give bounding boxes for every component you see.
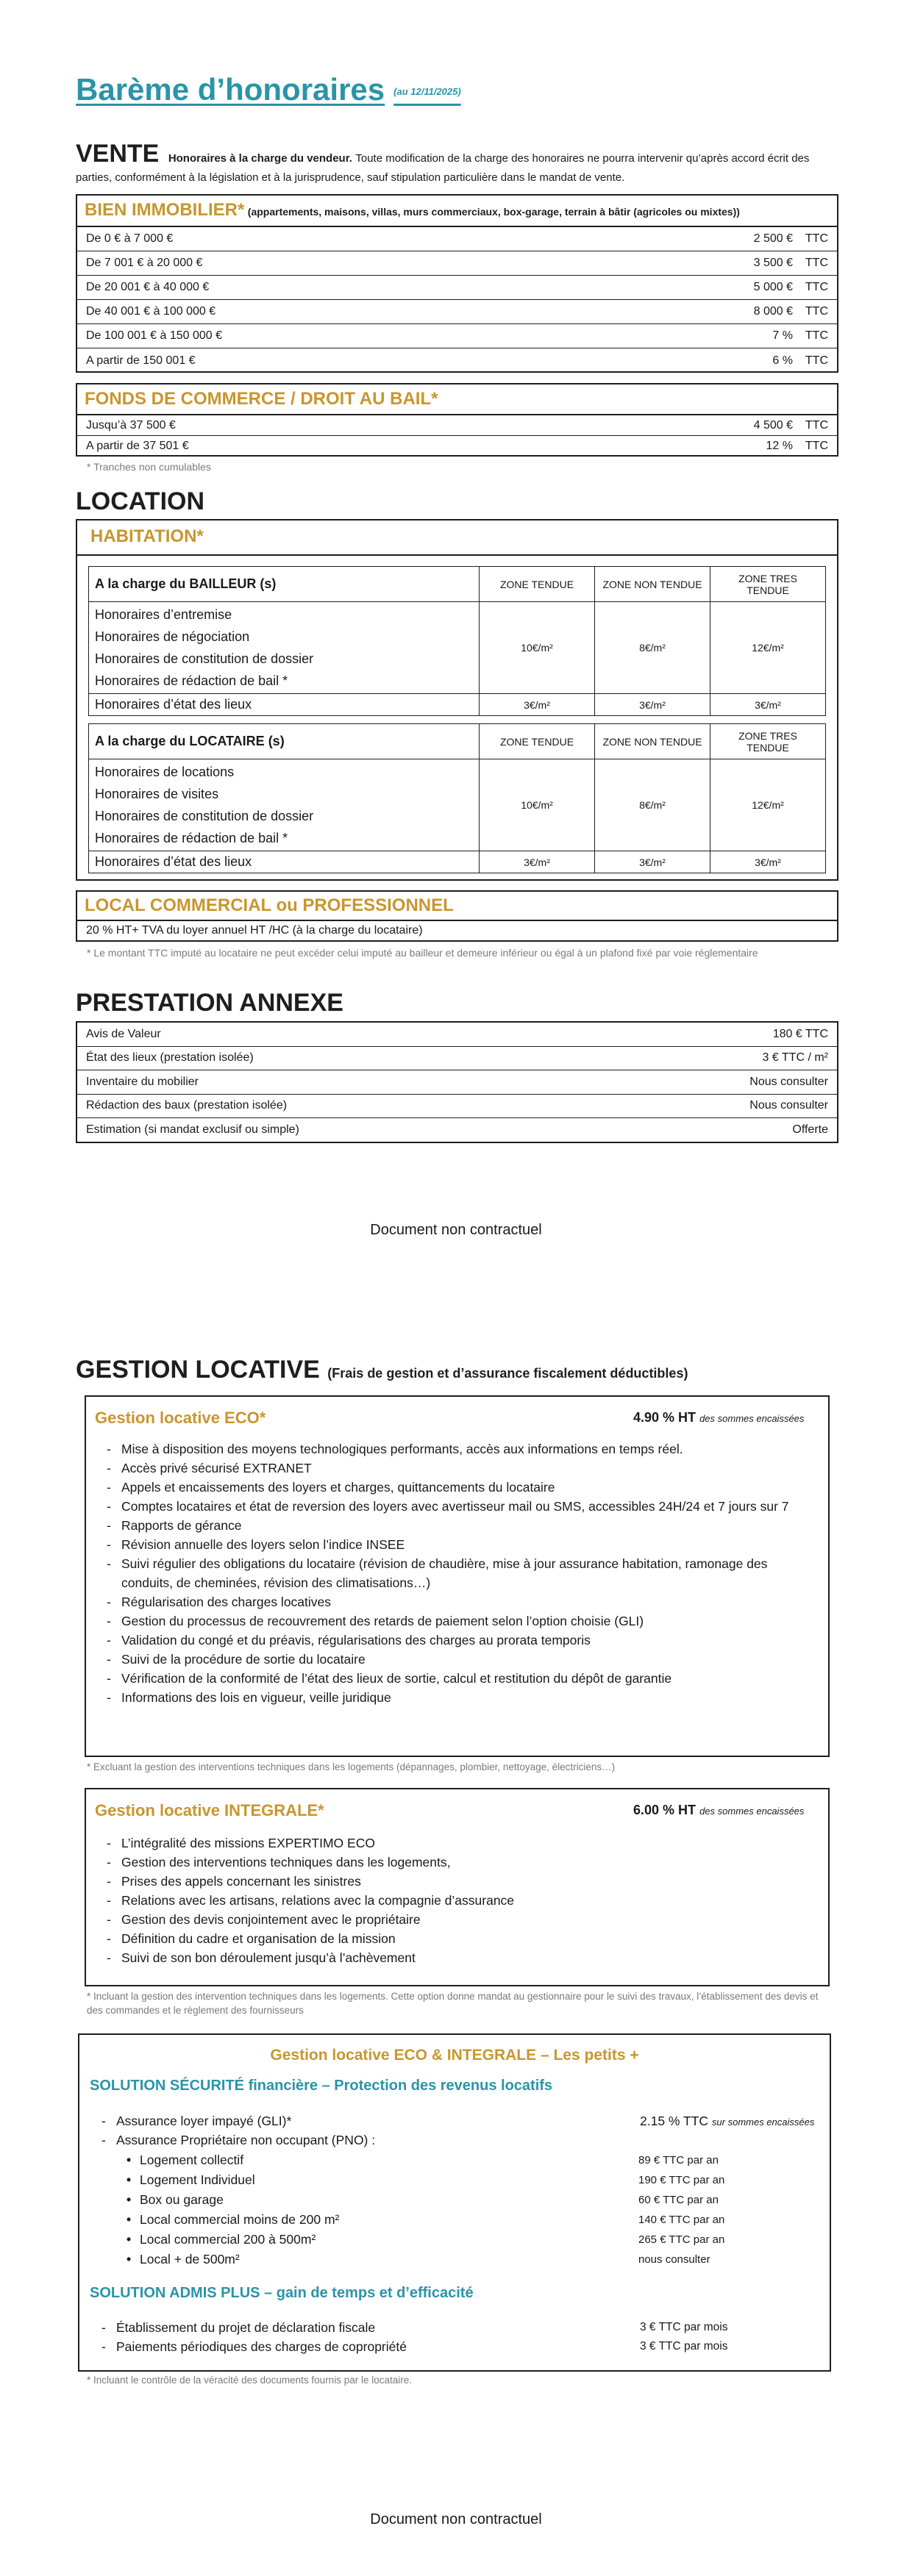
admis-title: SOLUTION ADMIS PLUS – gain de temps et d’efficacité: [90, 2285, 474, 2301]
prestation-label: Avis de Valeur: [86, 1027, 161, 1040]
list-item: - Informations des lois en vigueur, veille juridique: [101, 1688, 814, 1707]
gestion-heading: GESTION LOCATIVE: [76, 1356, 320, 1384]
local-title: LOCAL COMMERCIAL ou PROFESSIONNEL: [85, 895, 454, 915]
bien-header: BIEN IMMOBILIER* (appartements, maisons, villas, murs commerciaux, box-garage, terrain à bâtir (agricoles ou mixtes)): [85, 200, 740, 220]
habitation-box: [76, 519, 838, 881]
prestation-value: 180 € TTC: [772, 1027, 828, 1040]
pno-label: Local + de 500m²: [140, 2252, 240, 2266]
list-item: - Prises des appels concernant les sinistres: [101, 1872, 814, 1891]
prestation-row: [77, 1070, 837, 1095]
vente-note: * Tranches non cumulables: [87, 461, 211, 473]
pno-value: 190 € TTC par an: [638, 2174, 725, 2186]
eco-header: Gestion locative ECO*: [95, 1409, 266, 1427]
price-row: [77, 324, 837, 348]
prestation-rows: [77, 1023, 837, 1142]
admis-item: [96, 2337, 816, 2356]
price-label: Jusqu’à 37 500 €: [86, 418, 176, 432]
locataire-items: Honoraires de locations Honoraires de visites Honoraires de constitution de dossier Honoraires de rédaction de bail *: [89, 759, 480, 851]
list-item: - Mise à disposition des moyens technologiques performants, accès aux informations en temps réel.: [101, 1439, 814, 1459]
footer-page-1: Document non contractuel: [370, 1222, 542, 1238]
bien-subtitle: (appartements, maisons, villas, murs commerciaux, box-garage, terrain à bâtir (agricoles ou mixtes)): [247, 206, 740, 218]
prestation-value: Nous consulter: [749, 1075, 828, 1088]
fonds-header: FONDS DE COMMERCE / DROIT AU BAIL*: [85, 389, 438, 409]
bien-immobilier-box: [76, 194, 838, 373]
price-row: [77, 348, 837, 373]
bailleur-etat-value: 3€/m²: [710, 694, 826, 716]
price-unit: TTC: [805, 305, 828, 318]
footer-page-2: Document non contractuel: [370, 2511, 542, 2527]
vente-heading: VENTE: [76, 140, 160, 168]
price-row: [77, 415, 837, 436]
gestion-header: [76, 1356, 688, 1384]
pno-item: [125, 2210, 787, 2230]
price-row: [77, 300, 837, 324]
locataire-value: 10€/m²: [480, 759, 595, 851]
pno-label: Box ou garage: [140, 2192, 224, 2207]
bailleur-header: A la charge du BAILLEUR (s): [89, 567, 480, 602]
habitation-header: HABITATION*: [90, 526, 204, 546]
pno-label: Local commercial moins de 200 m²: [140, 2212, 340, 2227]
price-row: [77, 251, 837, 276]
price-unit: TTC: [805, 354, 828, 367]
price-label: De 40 001 € à 100 000 €: [86, 305, 216, 318]
price-label: De 7 001 € à 20 000 €: [86, 257, 203, 269]
gli-value: 2.15 % TTC sur sommes encaissées: [640, 2114, 815, 2128]
plus-title: Gestion locative ECO & INTEGRALE – Les petits +: [270, 2047, 639, 2064]
price-value: 6 %: [772, 354, 793, 367]
zone-tres-tendue: ZONE TRES TENDUE: [710, 724, 826, 759]
fonds-rows: [77, 415, 837, 455]
prestation-value: 3 € TTC / m²: [762, 1051, 828, 1065]
bailleur-etat-label: Honoraires d’état des lieux: [89, 694, 480, 716]
list-item: - Gestion des interventions techniques dans les logements,: [101, 1853, 814, 1872]
integrale-list: [101, 1833, 814, 1967]
price-label: A partir de 37 501 €: [86, 440, 189, 452]
list-item: - Suivi régulier des obligations du locataire (révision de chaudière, mise à jour assurance habitation, ramonage des conduits, de cheminées, révision des climatisations…): [101, 1554, 814, 1592]
price-row: [77, 227, 837, 251]
pno-value: nous consulter: [638, 2253, 710, 2266]
prestation-row: [77, 1118, 837, 1142]
pno-label: Logement Individuel: [140, 2172, 255, 2187]
locataire-header: A la charge du LOCATAIRE (s): [89, 724, 480, 759]
prestation-label: État des lieux (prestation isolée): [86, 1051, 254, 1065]
integrale-note: * Incluant la gestion des intervention techniques dans les logements. Cette option donne mandat au gestionnaire pour le suivi des travaux, l’établissement des devis et des commandes et le règlement des fournisseurs: [87, 1991, 819, 2016]
eco-title: Gestion locative ECO: [95, 1409, 260, 1427]
pno-item: - Assurance Propriétaire non occupant (PNO) :: [96, 2130, 816, 2150]
price-value: 3 500 €: [753, 257, 793, 269]
pno-value: 60 € TTC par an: [638, 2194, 719, 2206]
bien-rows: [77, 227, 837, 371]
price-label: De 20 001 € à 40 000 €: [86, 281, 210, 293]
list-item: - Gestion des devis conjointement avec le propriétaire: [101, 1910, 814, 1929]
securite-title: SOLUTION SÉCURITÉ financière – Protection des revenus locatifs: [90, 2078, 553, 2094]
pno-item: [125, 2230, 787, 2250]
plus-note: * Incluant le contrôle de la véracité des documents fournis par le locataire.: [87, 2375, 412, 2386]
price-unit: TTC: [805, 232, 828, 245]
zone-tendue: ZONE TENDUE: [480, 724, 595, 759]
price-value: 7 %: [772, 329, 793, 342]
locataire-etat-value: 3€/m²: [595, 851, 710, 873]
list-item: - Gestion du processus de recouvrement des retards de paiement selon l’option choisie (GLI): [101, 1611, 814, 1631]
bailleur-table: [88, 566, 826, 716]
bailleur-value: 12€/m²: [710, 602, 826, 694]
price-value: 2 500 €: [753, 232, 793, 245]
pno-value: 89 € TTC par an: [638, 2154, 719, 2167]
list-item: - Révision annuelle des loyers selon l’indice INSEE: [101, 1535, 814, 1554]
admis-list: [96, 2318, 816, 2356]
prestation-row: [77, 1047, 837, 1071]
prestation-label: Inventaire du mobilier: [86, 1075, 199, 1088]
zone-non-tendue: ZONE NON TENDUE: [595, 567, 710, 602]
list-item: - Suivi de son bon déroulement jusqu’à l’achèvement: [101, 1948, 814, 1967]
bailleur-value: 8€/m²: [595, 602, 710, 694]
vente-intro: Toute modification de la charge des honoraires ne pourra intervenir qu’après accord écrit des parties, conformément à la législation et à la jurisprudence, sauf stipulation particulière dans le mandat de vente.: [76, 152, 810, 184]
prestation-value: Nous consulter: [749, 1099, 828, 1112]
location-heading: LOCATION: [76, 487, 205, 515]
price-row: [77, 436, 837, 457]
zone-non-tendue: ZONE NON TENDUE: [595, 724, 710, 759]
title-date: (au 12/11/2025): [393, 86, 461, 98]
gestion-subtitle: (Frais de gestion et d’assurance fiscalement déductibles): [327, 1366, 688, 1381]
price-value: 12 %: [766, 440, 793, 452]
securite-list: [96, 2111, 816, 2150]
list-item: - Comptes locataires et état de reversion des loyers avec avertisseur mail ou SMS, accessibles 24H/24 et 7 jours sur 7: [101, 1497, 814, 1516]
prestation-label: Estimation (si mandat exclusif ou simple): [86, 1123, 299, 1137]
eco-rate: 4.90 % HT des sommes encaissées: [633, 1410, 805, 1425]
locataire-etat-label: Honoraires d’état des lieux: [89, 851, 480, 873]
pno-item: [125, 2250, 787, 2269]
price-unit: TTC: [805, 329, 828, 342]
prestation-row: [77, 1095, 837, 1119]
price-label: A partir de 150 001 €: [86, 354, 196, 367]
fonds-title: FONDS DE COMMERCE / DROIT AU BAIL: [85, 389, 432, 409]
local-commercial-box: [76, 890, 838, 942]
pno-label: Logement collectif: [140, 2153, 244, 2167]
list-item: - Définition du cadre et organisation de la mission: [101, 1929, 814, 1948]
integrale-header: Gestion locative INTEGRALE*: [95, 1801, 324, 1820]
list-item: - Accès privé sécurisé EXTRANET: [101, 1459, 814, 1478]
admis-label: Paiements périodiques des charges de copropriété: [116, 2339, 407, 2354]
price-row: [77, 276, 837, 300]
page-title: Barème d’honoraires (au 12/11/2025): [76, 72, 461, 107]
locataire-value: 12€/m²: [710, 759, 826, 851]
pno-item: [125, 2190, 787, 2210]
bailleur-value: 10€/m²: [480, 602, 595, 694]
admis-label: Établissement du projet de déclaration fiscale: [116, 2320, 376, 2335]
price-unit: TTC: [805, 281, 828, 293]
price-value: 4 500 €: [753, 418, 793, 432]
pno-item: [125, 2170, 787, 2190]
locataire-value: 8€/m²: [595, 759, 710, 851]
integrale-box: [85, 1788, 830, 1986]
list-item: - Relations avec les artisans, relations avec la compagnie d’assurance: [101, 1891, 814, 1910]
locataire-table: [88, 723, 826, 873]
pno-item: [125, 2150, 787, 2170]
pno-list: [125, 2150, 787, 2269]
plus-box: [78, 2033, 831, 2372]
list-item: - L’intégralité des missions EXPERTIMO ECO: [101, 1833, 814, 1853]
fonds-box: [76, 383, 838, 457]
price-value: 5 000 €: [753, 281, 793, 293]
pno-label: Local commercial 200 à 500m²: [140, 2232, 316, 2247]
price-label: De 0 € à 7 000 €: [86, 232, 174, 245]
admis-value: 3 € TTC par mois: [640, 2321, 728, 2333]
vente-subtitle: Honoraires à la charge du vendeur.: [168, 152, 352, 165]
bailleur-etat-value: 3€/m²: [595, 694, 710, 716]
list-item: - Rapports de gérance: [101, 1516, 814, 1535]
list-item: - Validation du congé et du préavis, régularisations des charges au prorata temporis: [101, 1631, 814, 1650]
price-unit: TTC: [805, 440, 828, 452]
prestation-box: [76, 1021, 838, 1143]
locataire-etat-value: 3€/m²: [710, 851, 826, 873]
bailleur-etat-value: 3€/m²: [480, 694, 595, 716]
locataire-etat-value: 3€/m²: [480, 851, 595, 873]
price-value: 8 000 €: [753, 305, 793, 318]
gli-item: - Assurance loyer impayé (GLI)* 2.15 % TTC sur sommes encaissées: [96, 2111, 816, 2130]
pno-value: 140 € TTC par an: [638, 2214, 725, 2226]
admis-value: 3 € TTC par mois: [640, 2340, 728, 2353]
integrale-rate: 6.00 % HT des sommes encaissées: [633, 1803, 805, 1817]
list-item: - Suivi de la procédure de sortie du locataire: [101, 1650, 814, 1669]
integrale-title: Gestion locative INTEGRALE: [95, 1801, 318, 1820]
pno-value: 265 € TTC par an: [638, 2233, 725, 2246]
eco-note: * Excluant la gestion des interventions techniques dans les logements (dépannages, plombier, nettoyage, électriciens…): [87, 1761, 616, 1772]
list-item: - Appels et encaissements des loyers et charges, quittancements du locataire: [101, 1478, 814, 1497]
bailleur-items: Honoraires d’entremise Honoraires de négociation Honoraires de constitution de dossier Honoraires de rédaction de bail *: [89, 602, 480, 694]
prestation-label: Rédaction des baux (prestation isolée): [86, 1099, 288, 1112]
vente-section: [76, 140, 841, 187]
price-unit: TTC: [805, 257, 828, 269]
price-label: De 100 001 € à 150 000 €: [86, 329, 223, 342]
list-item: - Vérification de la conformité de l’état des lieux de sortie, calcul et restitution du dépôt de garantie: [101, 1669, 814, 1688]
zone-tres-tendue: ZONE TRES TENDUE: [710, 567, 826, 602]
admis-item: [96, 2318, 816, 2337]
price-unit: TTC: [805, 418, 828, 432]
prestation-value: Offerte: [792, 1123, 828, 1137]
habitation-title: HABITATION: [90, 526, 197, 546]
eco-list: [101, 1439, 814, 1707]
location-note: * Le montant TTC imputé au locataire ne peut excéder celui imputé au bailleur et demeure inférieur ou égal à un plafond fixé par voie réglementaire: [87, 947, 758, 959]
prestation-heading: PRESTATION ANNEXE: [76, 989, 343, 1017]
eco-box: [85, 1395, 830, 1757]
list-item: - Régularisation des charges locatives: [101, 1592, 814, 1611]
local-text: 20 % HT+ TVA du loyer annuel HT /HC (à la charge du locataire): [86, 924, 423, 937]
bien-title: BIEN IMMOBILIER: [85, 200, 238, 220]
zone-tendue: ZONE TENDUE: [480, 567, 595, 602]
prestation-row: [77, 1023, 837, 1047]
